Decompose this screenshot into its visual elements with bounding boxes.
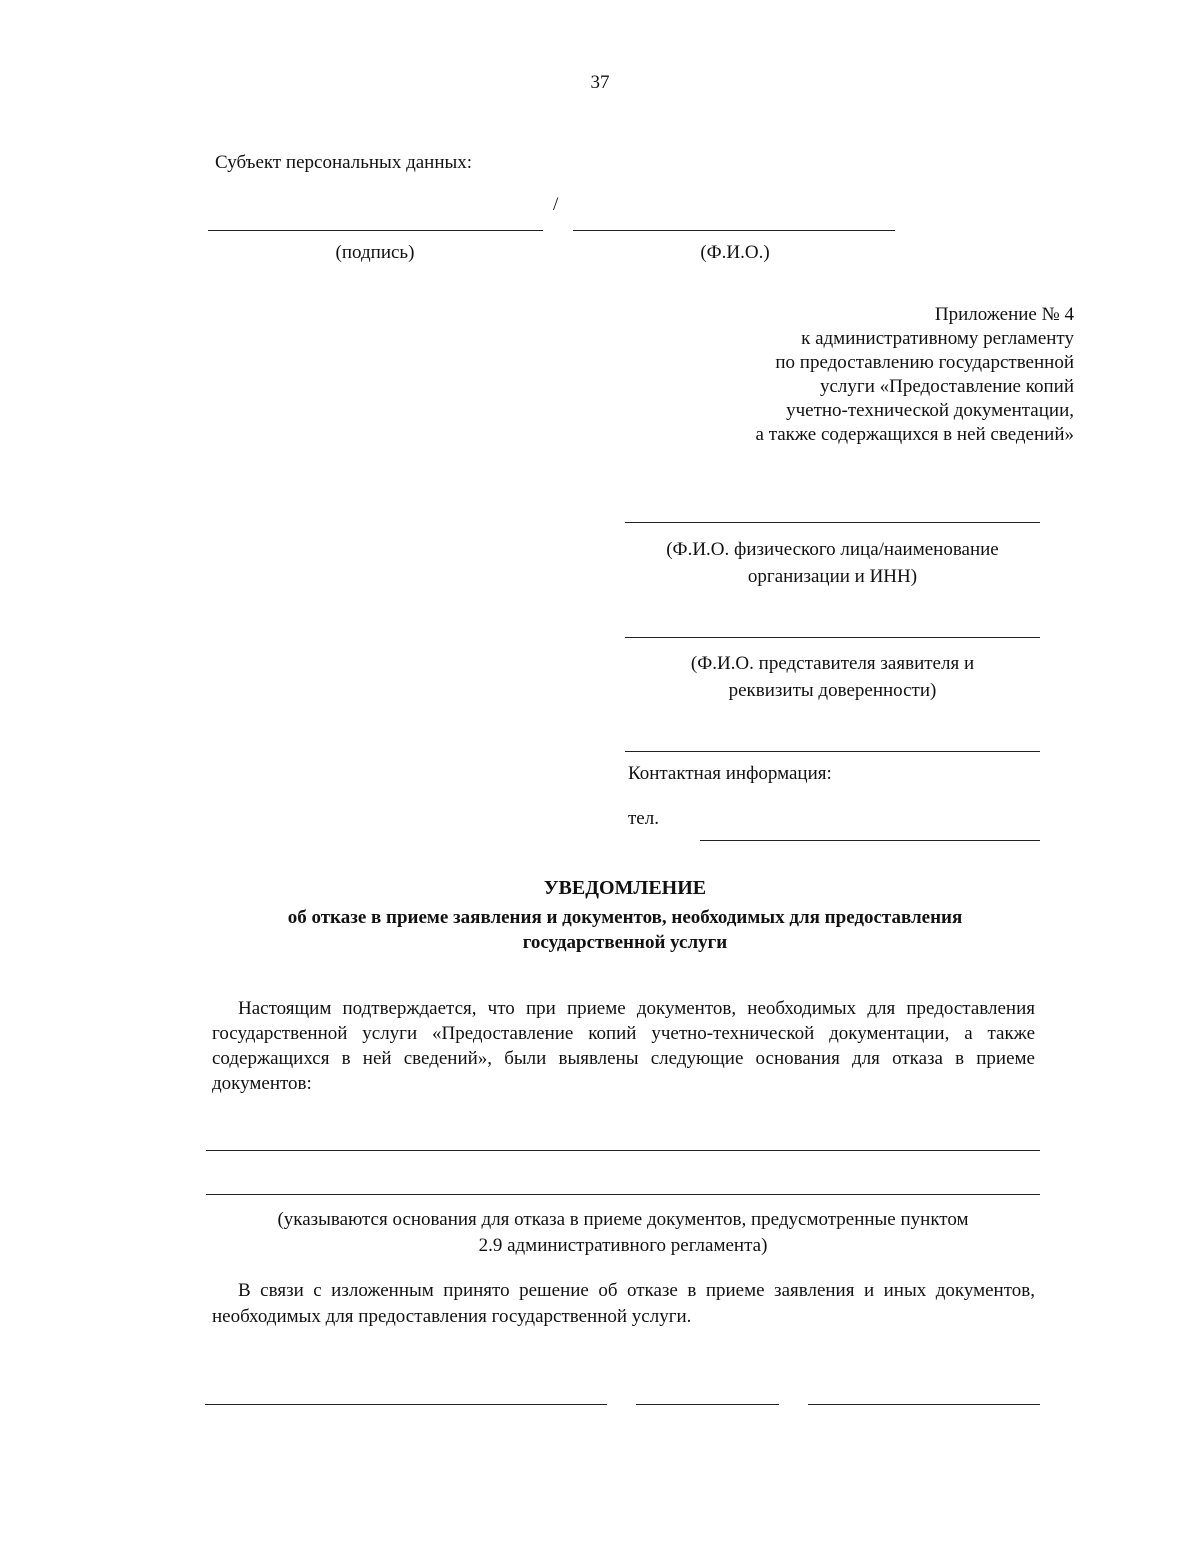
official-name-line — [808, 1404, 1040, 1405]
reasons-caption: (указываются основания для отказа в приеме документов, предусмотренные пунктом 2.9 административного регламента) — [277, 1209, 969, 1256]
subject-label: Субъект персональных данных: — [215, 152, 473, 173]
phone-label: тел. — [628, 808, 659, 829]
official-signature-line — [636, 1404, 779, 1405]
representative-line — [625, 637, 1040, 638]
reason-line-2 — [206, 1194, 1040, 1195]
signature-line — [208, 230, 543, 231]
appendix-line-5: учетно-технической документации, — [786, 400, 1074, 421]
decision-paragraph: В связи с изложенным принято решение об отказе в приеме заявления и иных документов, необходимых для предоставления государственной услуги. — [212, 1280, 1035, 1327]
applicant-name-line — [625, 522, 1040, 523]
fio-line — [573, 230, 895, 231]
confirmation-paragraph: Настоящим подтверждается, что при приеме документов, необходимых для предоставления государственной услуги «Предоставление копий учетно-технической документации, а также содержащихся в ней сведений», были выявлены следующие основания для отказа в приеме документов: — [212, 998, 1035, 1094]
contact-line — [625, 751, 1040, 752]
appendix-line-3: по предоставлению государственной — [775, 352, 1074, 373]
appendix-line-1: Приложение № 4 — [934, 304, 1074, 325]
notice-title: УВЕДОМЛЕНИЕ — [543, 877, 707, 899]
appendix-line-2: к административному регламенту — [801, 328, 1074, 349]
fio-caption: (Ф.И.О.) — [700, 242, 770, 263]
signature-caption: (подпись) — [335, 242, 415, 263]
official-position-line — [205, 1404, 607, 1405]
notice-subtitle: об отказе в приеме заявления и документов, необходимых для предоставления государственной услуги — [287, 907, 963, 953]
representative-caption: (Ф.И.О. представителя заявителя и реквизиты доверенности) — [690, 653, 975, 701]
reason-line-1 — [206, 1150, 1040, 1151]
appendix-block — [620, 303, 1074, 447]
appendix-line-4: услуги «Предоставление копий — [820, 376, 1074, 397]
appendix-line-6: а также содержащихся в ней сведений» — [755, 424, 1074, 445]
phone-line — [700, 840, 1040, 841]
slash-separator: / — [553, 194, 559, 215]
contact-label: Контактная информация: — [628, 763, 832, 784]
applicant-caption: (Ф.И.О. физического лица/наименование организации и ИНН) — [666, 539, 999, 587]
page-number: 37 — [590, 72, 610, 93]
